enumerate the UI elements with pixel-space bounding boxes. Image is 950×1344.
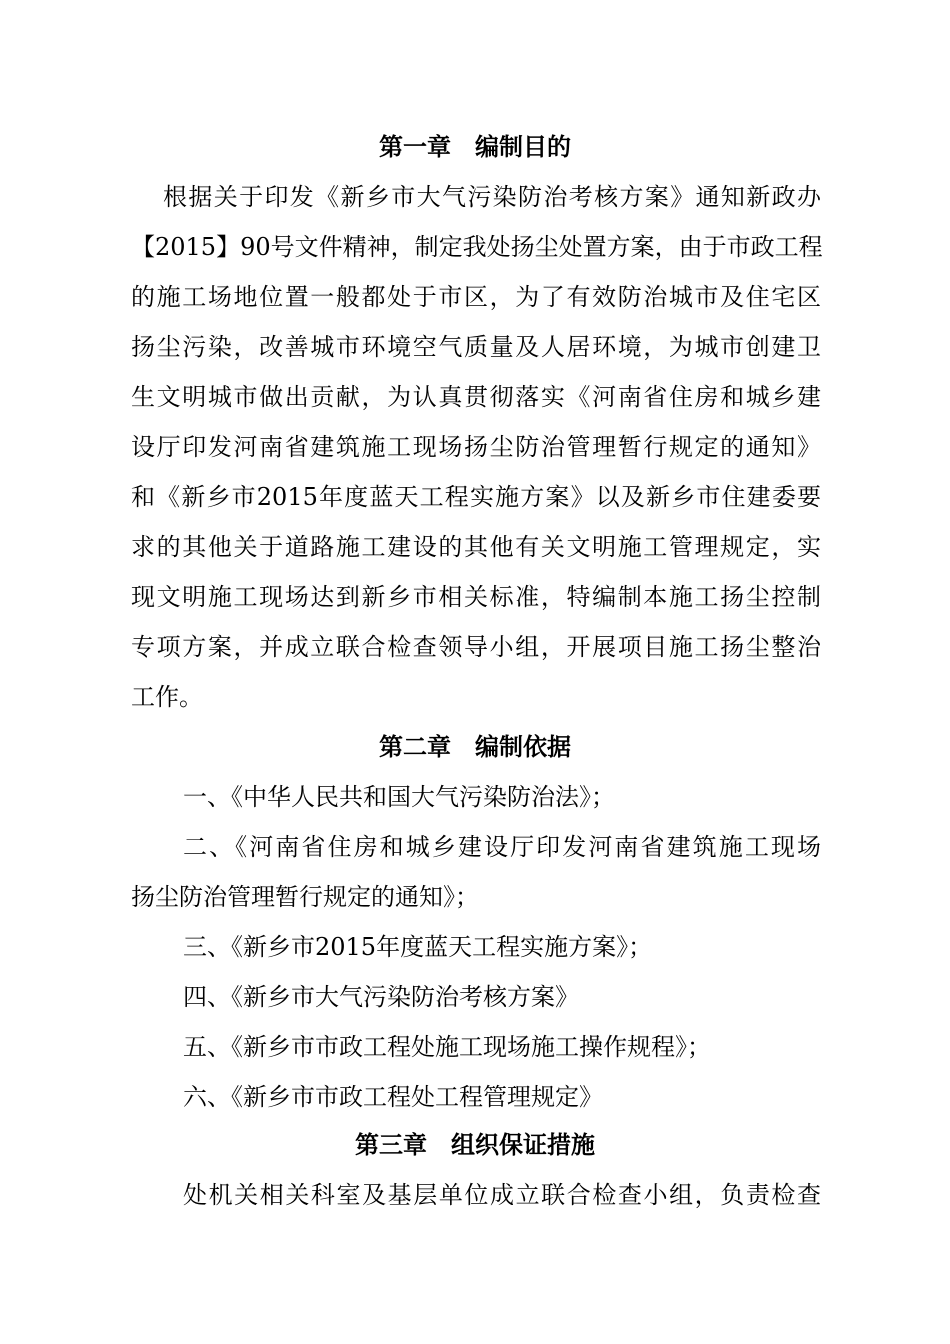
paragraph-line: 的施工场地位置一般都处于市区，为了有效防治城市及住宅区 bbox=[131, 283, 821, 311]
paragraph-line: 求的其他关于道路施工建设的其他有关文明施工管理规定，实 bbox=[131, 533, 821, 561]
basis-item: 五、《新乡市市政工程处施工现场施工操作规程》； bbox=[183, 1033, 711, 1061]
basis-item: 四、《新乡市大气污染防治考核方案》 bbox=[183, 983, 579, 1011]
paragraph-line: 生文明城市做出贡献，为认真贯彻落实《河南省住房和城乡建 bbox=[131, 383, 821, 411]
basis-item: 一、《中华人民共和国大气污染防治法》； bbox=[183, 783, 615, 811]
paragraph-line: 扬尘污染，改善城市环境空气质量及人居环境，为城市创建卫 bbox=[131, 333, 821, 361]
paragraph-line: 根据关于印发《新乡市大气污染防治考核方案》通知新政办 bbox=[163, 183, 821, 211]
chapter-2-title: 第二章 编制依据 bbox=[379, 733, 571, 761]
paragraph-line: 工作。 bbox=[131, 683, 203, 711]
basis-item-continuation: 扬尘防治管理暂行规定的通知》； bbox=[131, 883, 479, 911]
chapter-3-title: 第三章 组织保证措施 bbox=[355, 1131, 595, 1159]
paragraph-line: 设厅印发河南省建筑施工现场扬尘防治管理暂行规定的通知》 bbox=[131, 433, 821, 461]
chapter-1-title: 第一章 编制目的 bbox=[379, 133, 571, 161]
paragraph-line: 现文明施工现场达到新乡市相关标准，特编制本施工扬尘控制 bbox=[131, 583, 821, 611]
paragraph-line: 【2015】90号文件精神，制定我处扬尘处置方案，由于市政工程 bbox=[131, 233, 823, 261]
basis-item: 二、《河南省住房和城乡建设厅印发河南省建筑施工现场 bbox=[183, 833, 821, 861]
paragraph-line: 专项方案，并成立联合检查领导小组，开展项目施工扬尘整治 bbox=[131, 633, 821, 661]
basis-item: 六、《新乡市市政工程处工程管理规定》 bbox=[183, 1083, 603, 1111]
paragraph-line: 处机关相关科室及基层单位成立联合检查小组，负责检查 bbox=[183, 1181, 821, 1209]
basis-item: 三、《新乡市2015年度蓝天工程实施方案》； bbox=[183, 933, 653, 961]
paragraph-line: 和《新乡市2015年度蓝天工程实施方案》以及新乡市住建委要 bbox=[131, 483, 821, 511]
